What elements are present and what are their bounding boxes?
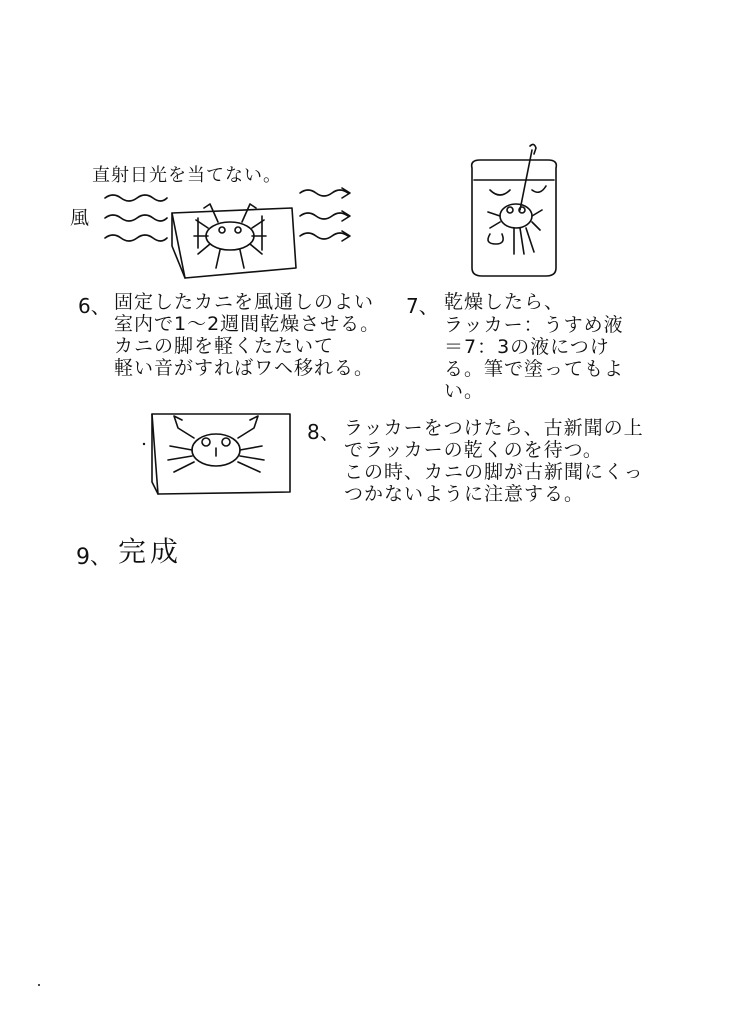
step8-line-1: ラッカーをつけたら、古新聞の上 bbox=[344, 417, 644, 439]
step7-line-1: 乾燥したら、 bbox=[444, 291, 565, 313]
stray-mark bbox=[36, 982, 46, 992]
step8-line-4: つかないように注意する。 bbox=[344, 483, 585, 505]
step7-line-3: ＝7：3の液につけ bbox=[444, 336, 610, 358]
drying-board-illustration bbox=[90, 178, 390, 288]
step8-number: 8、 bbox=[307, 420, 340, 444]
step9-number: 9、 bbox=[76, 545, 112, 570]
step7-number: 7、 bbox=[406, 294, 439, 318]
step6-line-4: 軽い音がすればワヘ移れる。 bbox=[114, 357, 375, 379]
step8-line-2: でラッカーの乾くのを待つ。 bbox=[344, 439, 603, 461]
lacquer-jar-illustration bbox=[460, 150, 570, 280]
wind-label: 風 bbox=[70, 207, 91, 229]
step6-number: 6、 bbox=[78, 294, 111, 318]
step7-line-4: る。筆で塗ってもよ bbox=[444, 358, 625, 380]
crab-on-newspaper-illustration bbox=[140, 408, 300, 498]
step6-line-3: カニの脚を軽くたたいて bbox=[114, 335, 335, 357]
step7-line-2: ラッカー：うすめ液 bbox=[444, 314, 624, 336]
step6-line-1: 固定したカニを風通しのよい bbox=[114, 291, 375, 313]
step6-line-2: 室内で1〜2週間乾燥させる。 bbox=[114, 313, 381, 335]
sunlight-caption: 直射日光を当てない。 bbox=[92, 165, 282, 186]
step7-line-5: い。 bbox=[444, 380, 485, 402]
step9-label: 完成 bbox=[118, 535, 183, 568]
step8-line-3: この時、カニの脚が古新聞にくっ bbox=[344, 461, 644, 483]
